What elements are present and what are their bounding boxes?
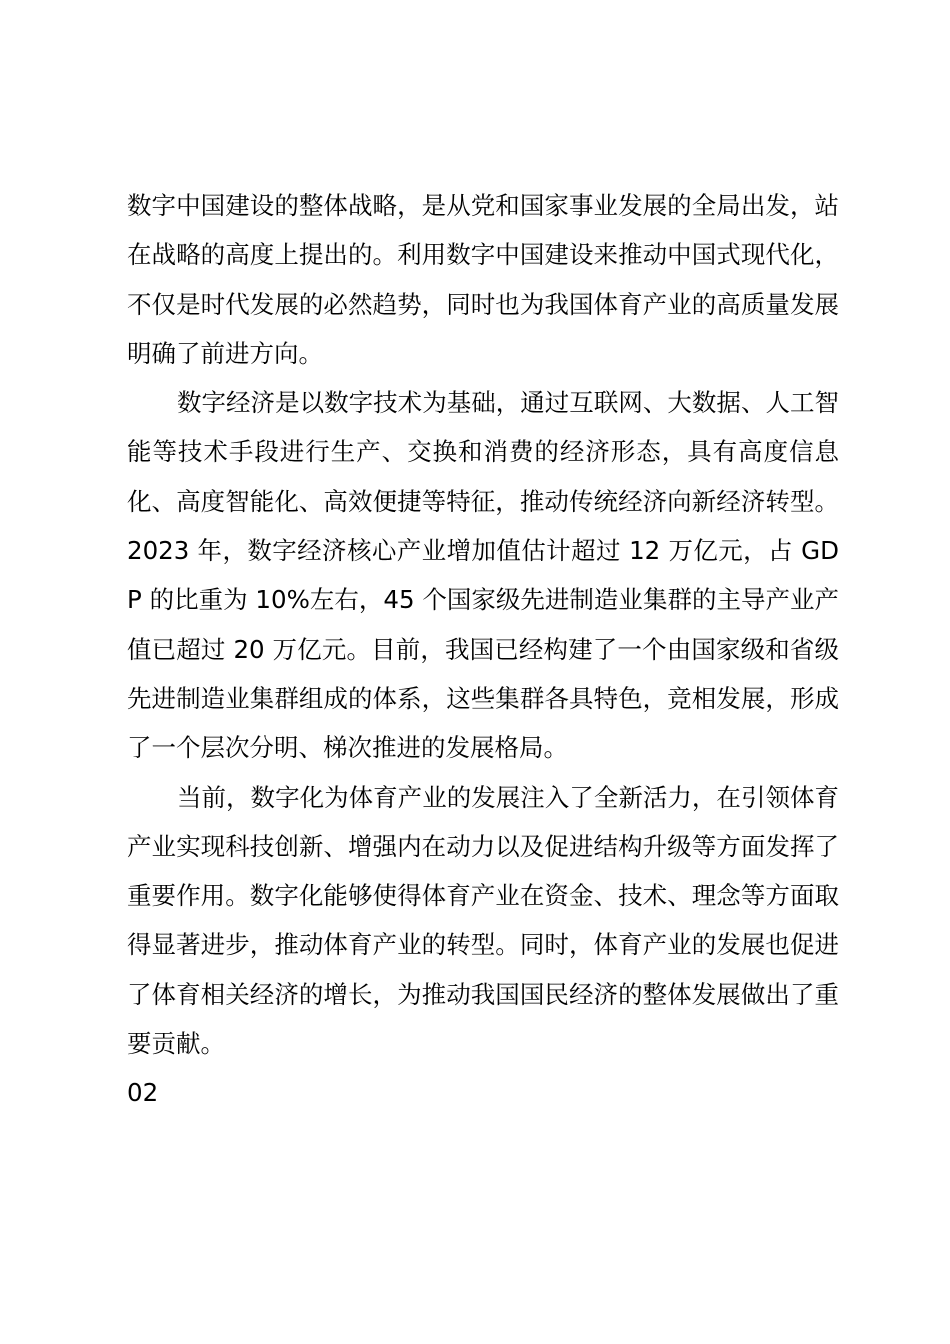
paragraph-sports-industry: 当前，数字化为体育产业的发展注入了全新活力，在引领体育产业实现科技创新、增强内在动力以及促进结构升级等方面发挥了重要作用。数字化能够使得体育产业在资金、技术、理念等方面取得显著进步，推动体育产业的转型。同时，体育产业的发展也促进了体育相关经济的增长，为推动我国国民经济的整体发展做出了重要贡献。 (127, 782, 839, 1059)
paragraph-continued: 数字中国建设的整体战略，是从党和国家事业发展的全局出发，站在战略的高度上提出的。利用数字中国建设来推动中国式现代化，不仅是时代发展的必然趋势，同时也为我国体育产业的高质量发展明确了前进方向。 (127, 191, 839, 368)
paragraph-digital-economy: 数字经济是以数字技术为基础，通过互联网、大数据、人工智能等技术手段进行生产、交换和消费的经济形态，具有高度信息化、高度智能化、高效便捷等特征，推动传统经济向新经济转型。2023 年，数字经济核心产业增加值估计超过 12 万亿元，占 GDP 的比重为 10%左右，45 个国家级先进制造业集群的主导产业产值已超过 20 万亿元。目前，我国已经构建了一个由国家级和省级先进制造业集群组成的体系，这些集群各具特色，竞相发展，形成了一个层次分明、梯次推进的发展格局。 (127, 388, 839, 763)
section-number: 02 (127, 1078, 159, 1108)
article-body (127, 181, 839, 1118)
